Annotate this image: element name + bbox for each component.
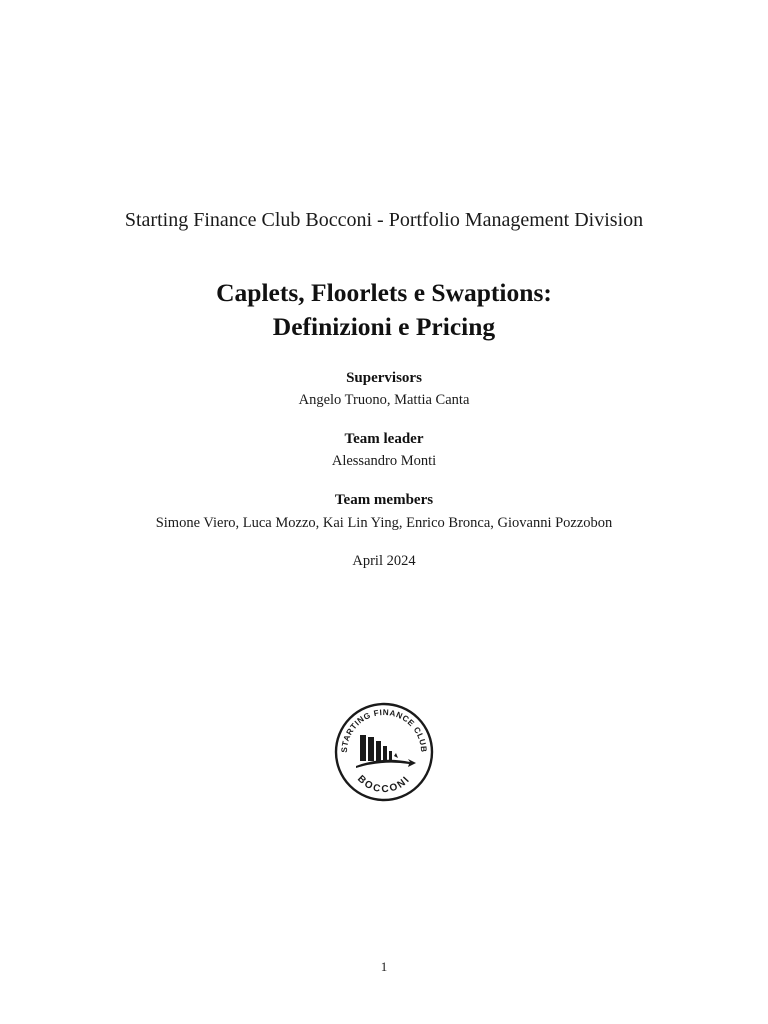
club-division-line: Starting Finance Club Bocconi - Portfolio Management Division [124, 209, 644, 231]
team-members-names: Simone Viero, Luca Mozzo, Kai Lin Ying, Enrico Bronca, Giovanni Pozzobon [155, 515, 613, 531]
team-leader-name: Alessandro Monti [331, 453, 437, 469]
team-leader-label: Team leader [344, 431, 424, 447]
title-line-2: Definizioni e Pricing [272, 312, 496, 341]
starting-finance-club-logo-icon [330, 698, 438, 806]
logo-bars-icon [360, 735, 398, 761]
supervisors-names: Angelo Truono, Mattia Canta [298, 392, 470, 408]
document-date: April 2024 [352, 553, 416, 569]
page-number: 1 [380, 959, 388, 974]
logo-top-text: STARTING FINANCE CLUB [339, 707, 429, 753]
title-line-1: Caplets, Floorlets e Swaptions: [216, 278, 552, 307]
team-members-label: Team members [334, 492, 434, 508]
document-title [0, 276, 768, 344]
logo-bottom-text: BOCCONI [355, 773, 413, 796]
svg-text:BOCCONI [355, 774, 413, 796]
supervisors-label: Supervisors [346, 370, 422, 386]
